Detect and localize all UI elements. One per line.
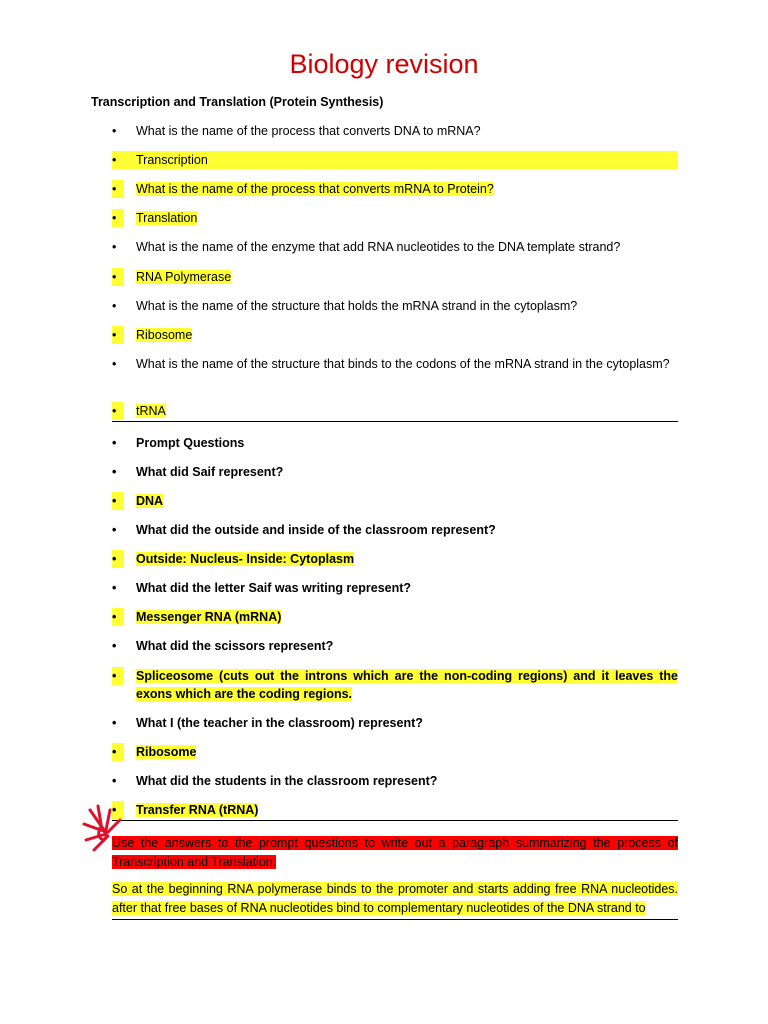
list-item bbox=[112, 297, 678, 315]
bullet: • bbox=[112, 465, 117, 479]
list-item bbox=[112, 492, 678, 510]
list-item bbox=[112, 608, 678, 626]
answer-text: Ribosome bbox=[136, 745, 197, 759]
bullet: • bbox=[112, 667, 124, 685]
list-item bbox=[112, 122, 678, 140]
instruction-text: Use the answers to the prompt questions to write out a paragraph summarizing the process of Transcription and Translation: bbox=[112, 836, 678, 869]
answer-text: tRNA bbox=[136, 404, 166, 418]
answer-text: Spliceosome (cuts out the introns which are the non-coding regions) and it leaves the exons which are the coding regions. bbox=[136, 669, 678, 701]
page-title: Biology revision bbox=[289, 49, 479, 79]
list-item bbox=[112, 434, 678, 452]
bullet: • bbox=[112, 357, 117, 371]
bullet: • bbox=[112, 743, 124, 761]
bullet: • bbox=[112, 124, 117, 138]
bullet: • bbox=[112, 581, 117, 595]
question-text: What is the name of the structure that binds to the codons of the mRNA strand in the cytoplasm? bbox=[136, 357, 670, 371]
bullet: • bbox=[112, 209, 124, 227]
bullet: • bbox=[112, 492, 124, 510]
bullet: • bbox=[112, 523, 117, 537]
list-item bbox=[112, 801, 678, 819]
list-item bbox=[112, 238, 678, 256]
list-item bbox=[112, 151, 678, 169]
list-item bbox=[112, 209, 678, 227]
list-item bbox=[112, 521, 678, 539]
question-text: What did the scissors represent? bbox=[136, 639, 334, 653]
list-item bbox=[112, 180, 678, 198]
answer-text: RNA Polymerase bbox=[136, 270, 232, 284]
bullet: • bbox=[112, 326, 124, 344]
answer-text: Translation bbox=[136, 211, 198, 225]
bullet: • bbox=[112, 180, 124, 198]
answer-text: Messenger RNA (mRNA) bbox=[136, 610, 282, 624]
answer-text: Transcription bbox=[136, 153, 208, 167]
list-item bbox=[112, 743, 678, 761]
bullet: • bbox=[112, 716, 117, 730]
bullet: • bbox=[112, 268, 124, 286]
divider bbox=[112, 820, 678, 821]
bullet: • bbox=[112, 774, 117, 788]
bullet: • bbox=[112, 402, 124, 420]
list-item bbox=[112, 550, 678, 568]
question-text: What is the name of the enzyme that add RNA nucleotides to the DNA template strand? bbox=[136, 240, 621, 254]
bullet: • bbox=[112, 436, 117, 450]
answer-text: Outside: Nucleus- Inside: Cytoplasm bbox=[136, 552, 355, 566]
bullet: • bbox=[112, 550, 124, 568]
list-item bbox=[112, 667, 678, 703]
question-text: What did the letter Saif was writing represent? bbox=[136, 581, 412, 595]
list-item bbox=[112, 355, 678, 373]
question-text: What is the name of the process that converts DNA to mRNA? bbox=[136, 124, 481, 138]
answer-text: Ribosome bbox=[136, 328, 193, 342]
section-label: Prompt Questions bbox=[136, 436, 245, 450]
bullet: • bbox=[112, 299, 117, 313]
bullet: • bbox=[112, 801, 124, 819]
bullet: • bbox=[112, 608, 124, 626]
list-item bbox=[112, 579, 678, 597]
bullet: • bbox=[112, 240, 117, 254]
answer-text: DNA bbox=[136, 494, 164, 508]
question-text: What I (the teacher in the classroom) represent? bbox=[136, 716, 423, 730]
section-heading: Transcription and Translation (Protein Synthesis) bbox=[91, 95, 384, 109]
question-text: What is the name of the process that converts mRNA to Protein? bbox=[136, 182, 494, 196]
question-text: What did the outside and inside of the classroom represent? bbox=[136, 523, 496, 537]
question-text: What is the name of the structure that holds the mRNA strand in the cytoplasm? bbox=[136, 299, 578, 313]
hand-drawn-mark-icon bbox=[80, 800, 124, 856]
list-item bbox=[112, 463, 678, 481]
list-item bbox=[112, 637, 678, 655]
question-text: What did Saif represent? bbox=[136, 465, 284, 479]
bullet: • bbox=[112, 639, 117, 653]
list-item bbox=[112, 268, 678, 286]
list-item bbox=[112, 326, 678, 344]
instruction-paragraph bbox=[112, 834, 678, 872]
list-item bbox=[112, 402, 678, 420]
list-item bbox=[112, 714, 678, 732]
bullet: • bbox=[112, 153, 117, 167]
divider bbox=[112, 919, 678, 920]
list-item bbox=[112, 772, 678, 790]
question-text: What did the students in the classroom represent? bbox=[136, 774, 438, 788]
answer-text: Transfer RNA (tRNA) bbox=[136, 803, 259, 817]
answer-paragraph-text: So at the beginning RNA polymerase binds to the promoter and starts adding free RNA nucleotides. after that free bases of RNA nucleotides bind to complementary nucleotides of the DNA strand to bbox=[112, 882, 678, 915]
divider bbox=[112, 421, 678, 422]
answer-paragraph bbox=[112, 880, 678, 918]
